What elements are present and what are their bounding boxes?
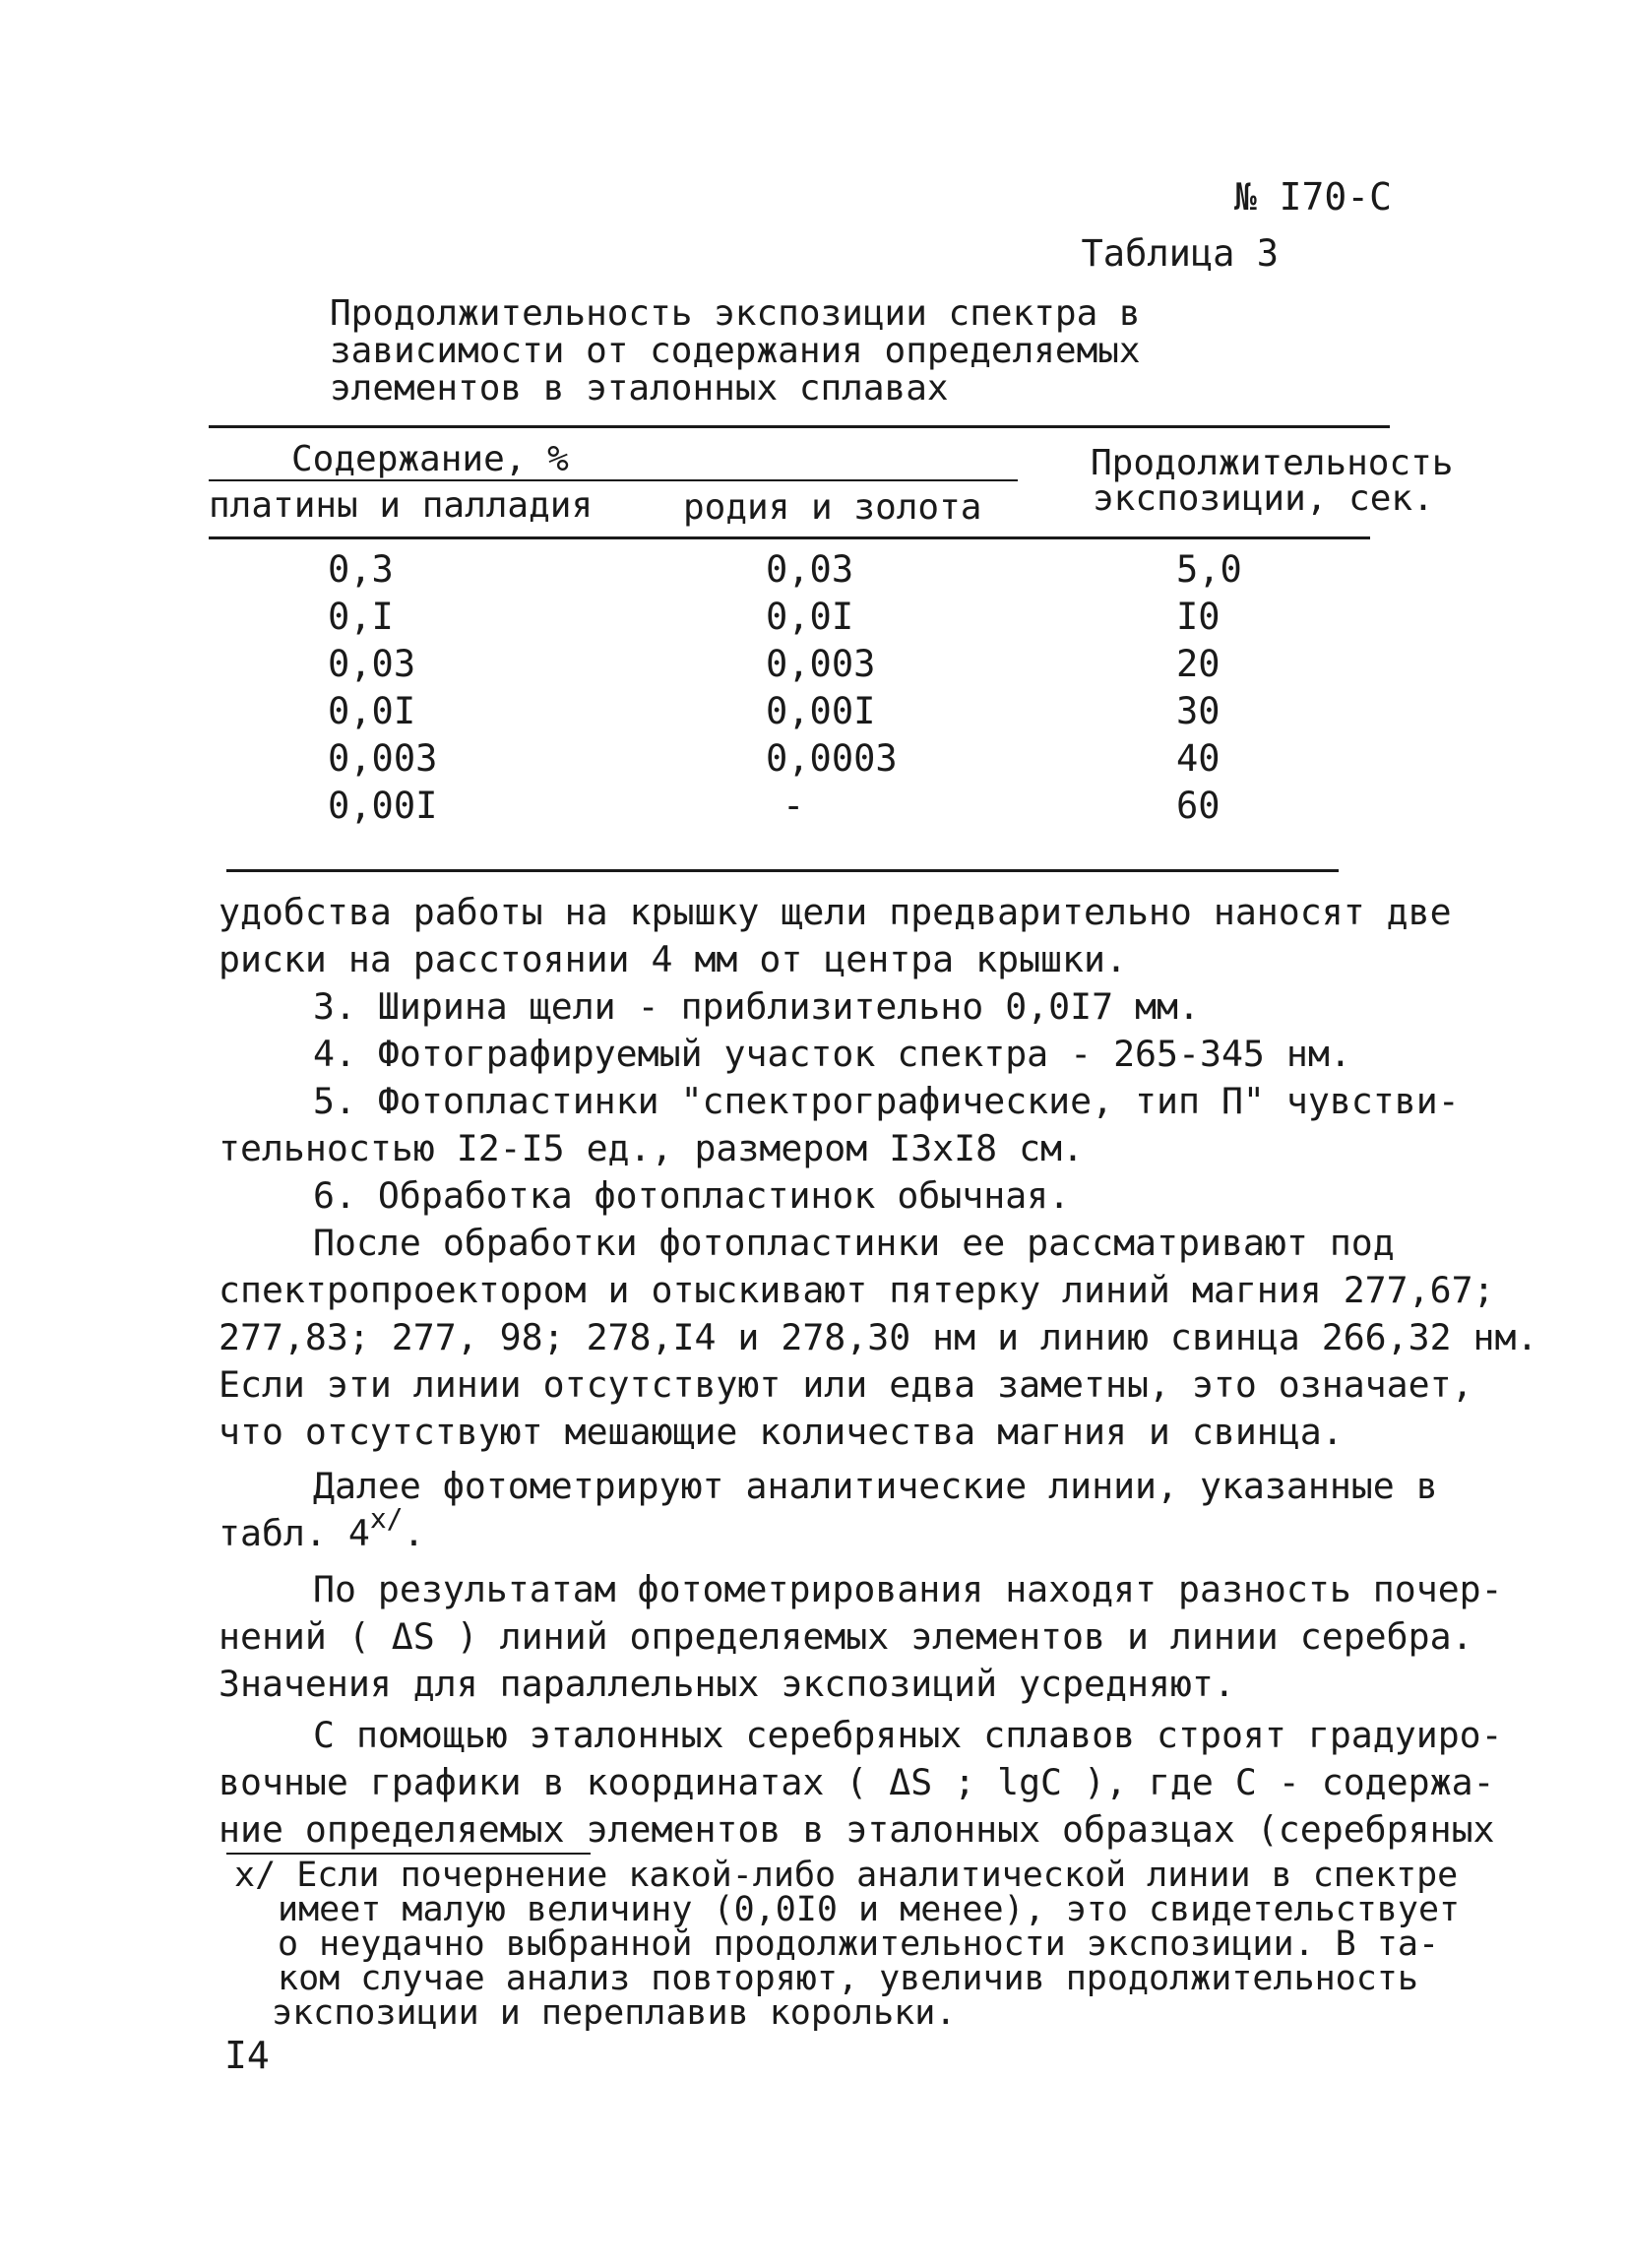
text-line: ние определяемых элементов в эталонных образцах (серебряных bbox=[219, 1808, 1495, 1851]
list-item-3: 3. Ширина щели - приблизительно 0,0I7 мм. bbox=[313, 985, 1200, 1028]
footnote-line: ком случае анализ повторяют, увеличив продолжительность bbox=[278, 1959, 1418, 1998]
footnote-line: имеет малую величину (0,0I0 и менее), это свидетельствует bbox=[278, 1890, 1461, 1929]
table-header-rule bbox=[209, 536, 1370, 539]
table-top-rule bbox=[209, 425, 1390, 428]
table-cell: 0,00I bbox=[766, 690, 876, 732]
column-header-pt-pd: платины и палладия bbox=[209, 485, 594, 526]
footnote-separator bbox=[226, 1853, 591, 1855]
list-item-5: 5. Фотопластинки "спектрографические, тип П" чувстви- bbox=[313, 1080, 1460, 1122]
text-line: спектропроектором и отыскивают пятерку линий магния 277,67; bbox=[219, 1269, 1495, 1311]
footnote bbox=[234, 1858, 1460, 2031]
table-reference: табл. 4 bbox=[219, 1512, 370, 1554]
footnote-line: о неудачно выбранной продолжительности экспозиции. В та- bbox=[278, 1924, 1440, 1964]
caption-line: Продолжительность экспозиции спектра в bbox=[330, 293, 1141, 334]
table-cell: 5,0 bbox=[1176, 548, 1242, 591]
paragraph-line: После обработки фотопластинки ее рассматривают под bbox=[313, 1222, 1395, 1264]
table-cell: 60 bbox=[1176, 785, 1221, 827]
text-line: что отсутствуют мешающие количества магния и свинца. bbox=[219, 1411, 1344, 1453]
table-cell: 0,03 bbox=[766, 548, 854, 591]
table-cell: I0 bbox=[1176, 596, 1221, 638]
document-number: № I70-C bbox=[1233, 175, 1392, 219]
table-cell: 0,03 bbox=[328, 643, 416, 685]
column-header-rh-au: родия и золота bbox=[683, 487, 982, 528]
period: . bbox=[403, 1512, 425, 1554]
table-caption bbox=[330, 295, 1141, 408]
list-item-4: 4. Фотографируемый участок спектра - 265-345 нм. bbox=[313, 1033, 1351, 1075]
text-line: риски на расстоянии 4 мм от центра крышки. bbox=[219, 938, 1127, 980]
table-cell: 0,003 bbox=[328, 737, 438, 780]
text-line: нений ( ΔS ) линий определяемых элементов и линии серебра. bbox=[219, 1615, 1473, 1658]
text-line: удобства работы на крышку щели предварительно наносят две bbox=[219, 891, 1452, 933]
text-line: Если эти линии отсутствуют или едва заметны, это означает, bbox=[219, 1363, 1473, 1406]
paragraph-line: С помощью эталонных серебряных сплавов строят градуиро- bbox=[313, 1714, 1503, 1756]
table-cell: 0,0I bbox=[766, 596, 854, 638]
group-header: Содержание, % bbox=[291, 439, 569, 479]
page-number: I4 bbox=[224, 2034, 270, 2077]
footnote-line: x/ Если почернение какой-либо аналитической линии в спектре bbox=[234, 1856, 1459, 1895]
column-header-duration-line1: Продолжительность bbox=[1091, 443, 1454, 483]
column-header-duration-line2: экспозиции, сек. bbox=[1093, 478, 1434, 519]
footnote-line: экспозиции и переплавив корольки. bbox=[272, 1993, 957, 2033]
table-cell: 0,0003 bbox=[766, 737, 898, 780]
table-cell: 40 bbox=[1176, 737, 1221, 780]
footnote-marker: x/ bbox=[369, 1502, 404, 1535]
text-line bbox=[219, 1502, 1400, 1554]
paragraph-line: Далее фотометрируют аналитические линии, указанные в bbox=[313, 1465, 1438, 1507]
table-cell: - bbox=[783, 785, 805, 827]
table-bottom-rule bbox=[226, 869, 1339, 872]
table-cell: 0,I bbox=[328, 596, 394, 638]
caption-line: зависимости от содержания определяемых bbox=[330, 331, 1141, 371]
table-cell: 0,003 bbox=[766, 643, 876, 685]
table-cell: 30 bbox=[1176, 690, 1221, 732]
paragraph-line: По результатам фотометрирования находят разность почер- bbox=[313, 1568, 1503, 1610]
table-cell: 0,00I bbox=[328, 785, 438, 827]
text-line: тельностью I2-I5 ед., размером I3xI8 см. bbox=[219, 1127, 1084, 1169]
text-line: Значения для параллельных экспозиций усредняют. bbox=[219, 1663, 1235, 1705]
text-line: 277,83; 277, 98; 278,I4 и 278,30 нм и линию свинца 266,32 нм. bbox=[219, 1316, 1538, 1358]
list-item-6: 6. Обработка фотопластинок обычная. bbox=[313, 1174, 1071, 1217]
table-cell: 20 bbox=[1176, 643, 1221, 685]
group-header-rule bbox=[209, 479, 1018, 481]
table-label: Таблица 3 bbox=[1081, 232, 1279, 275]
text-line: вочные графики в координатах ( ΔS ; lgC ), где С - содержа- bbox=[219, 1761, 1495, 1803]
table-cell: 0,0I bbox=[328, 690, 416, 732]
caption-line: элементов в эталонных сплавах bbox=[330, 368, 949, 409]
table-cell: 0,3 bbox=[328, 548, 394, 591]
